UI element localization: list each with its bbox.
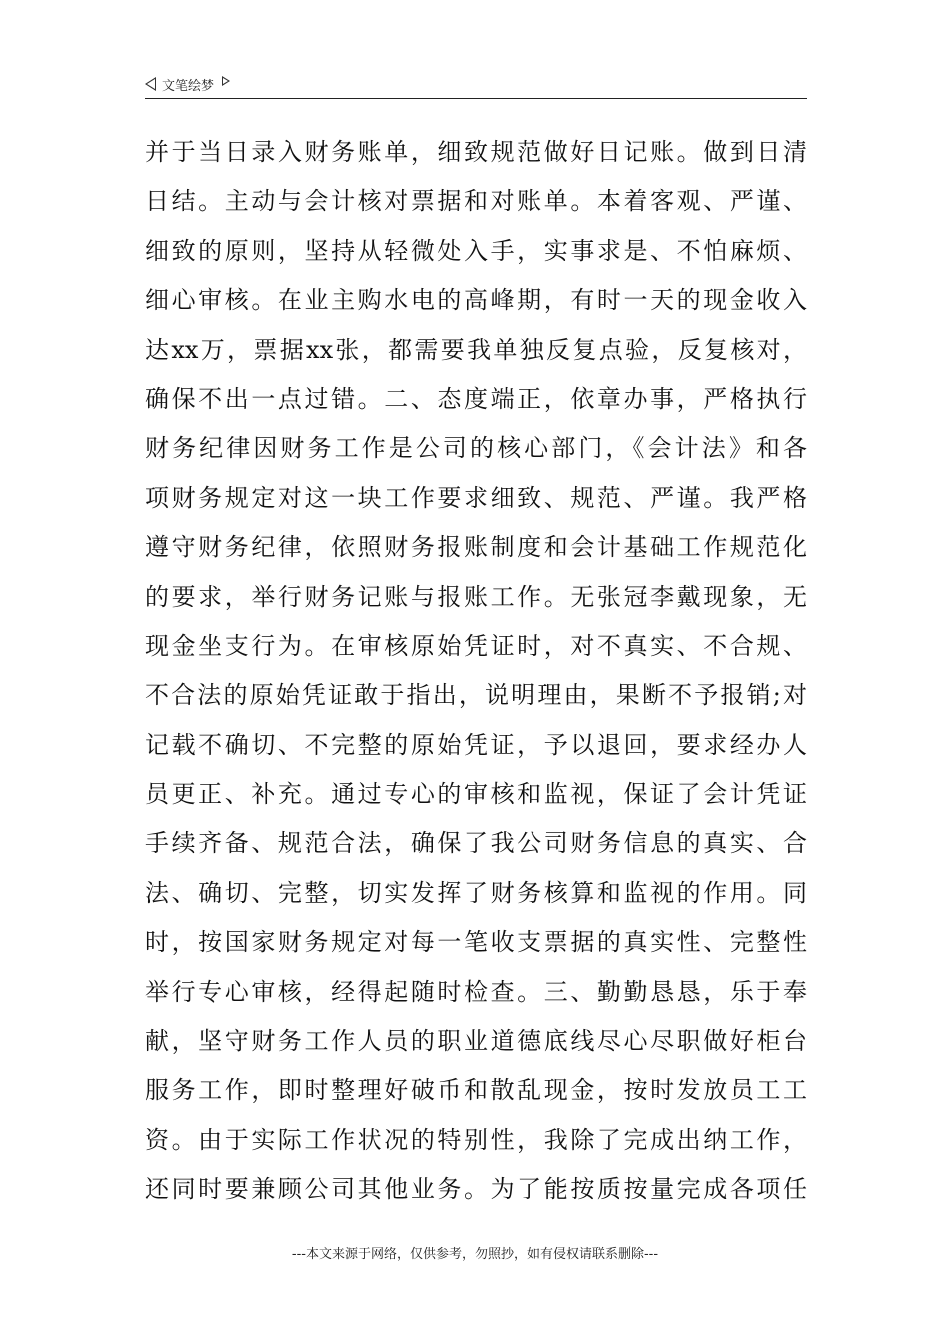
page-header [145, 72, 807, 99]
text-line: 细致的原则，坚持从轻微处入手，实事求是、不怕麻烦、 [145, 236, 807, 265]
brand-label: 文笔绘梦 [162, 78, 215, 94]
text-line: 手续齐备、规范合法，确保了我公司财务信息的真实、合 [145, 829, 807, 858]
text-line: 的要求，举行财务记账与报账工作。无张冠李戴现象，无 [145, 582, 807, 611]
text-line: 服务工作，即时整理好破币和散乱现金，按时发放员工工 [145, 1076, 807, 1105]
page-footer: ---本文来源于网络，仅供参考，勿照抄，如有侵权请联系删除--- [291, 1247, 659, 1262]
body-text [145, 128, 807, 1215]
text-line: 资。由于实际工作状况的特别性，我除了完成出纳工作， [145, 1125, 807, 1154]
text-line: 遵守财务纪律，依照财务报账制度和会计基础工作规范化 [145, 533, 807, 562]
text-line: 还同时要兼顾公司其他业务。为了能按质按量完成各项任 [145, 1175, 807, 1204]
text-line: 确保不出一点过错。二、态度端正，依章办事，严格执行 [145, 384, 807, 413]
text-line: 并于当日录入财务账单，细致规范做好日记账。做到日清 [145, 138, 807, 166]
text-line: 财务纪律因财务工作是公司的核心部门，《会计法》和各 [145, 434, 807, 463]
text-line: 现金坐支行为。在审核原始凭证时，对不真实、不合规、 [145, 631, 807, 660]
text-line: 达xx万，票据xx张，都需要我单独反复点验，反复核对， [145, 335, 807, 364]
text-line: 时，按国家财务规定对每一笔收支票据的真实性、完整性 [145, 928, 807, 957]
header-brand [145, 72, 230, 96]
text-line: 献，坚守财务工作人员的职业道德底线尽心尽职做好柜台 [145, 1027, 807, 1056]
triangle-left-icon [145, 77, 156, 91]
text-line: 记载不确切、不完整的原始凭证，予以退回，要求经办人 [145, 730, 807, 759]
text-line: 日结。主动与会计核对票据和对账单。本着客观、严谨、 [145, 187, 807, 216]
text-line: 法、确切、完整，切实发挥了财务核算和监视的作用。同 [145, 878, 807, 907]
text-line: 员更正、补充。通过专心的审核和监视，保证了会计凭证 [145, 780, 807, 809]
text-line: 举行专心审核，经得起随时检查。三、勤勤恳恳，乐于奉 [145, 977, 807, 1006]
text-line: 项财务规定对这一块工作要求细致、规范、严谨。我严格 [145, 483, 807, 512]
text-line: 不合法的原始凭证敢于指出，说明理由，果断不予报销;对 [145, 681, 807, 710]
text-line: 细心审核。在业主购水电的高峰期，有时一天的现金收入 [145, 286, 807, 315]
triangle-right-icon [222, 76, 230, 86]
